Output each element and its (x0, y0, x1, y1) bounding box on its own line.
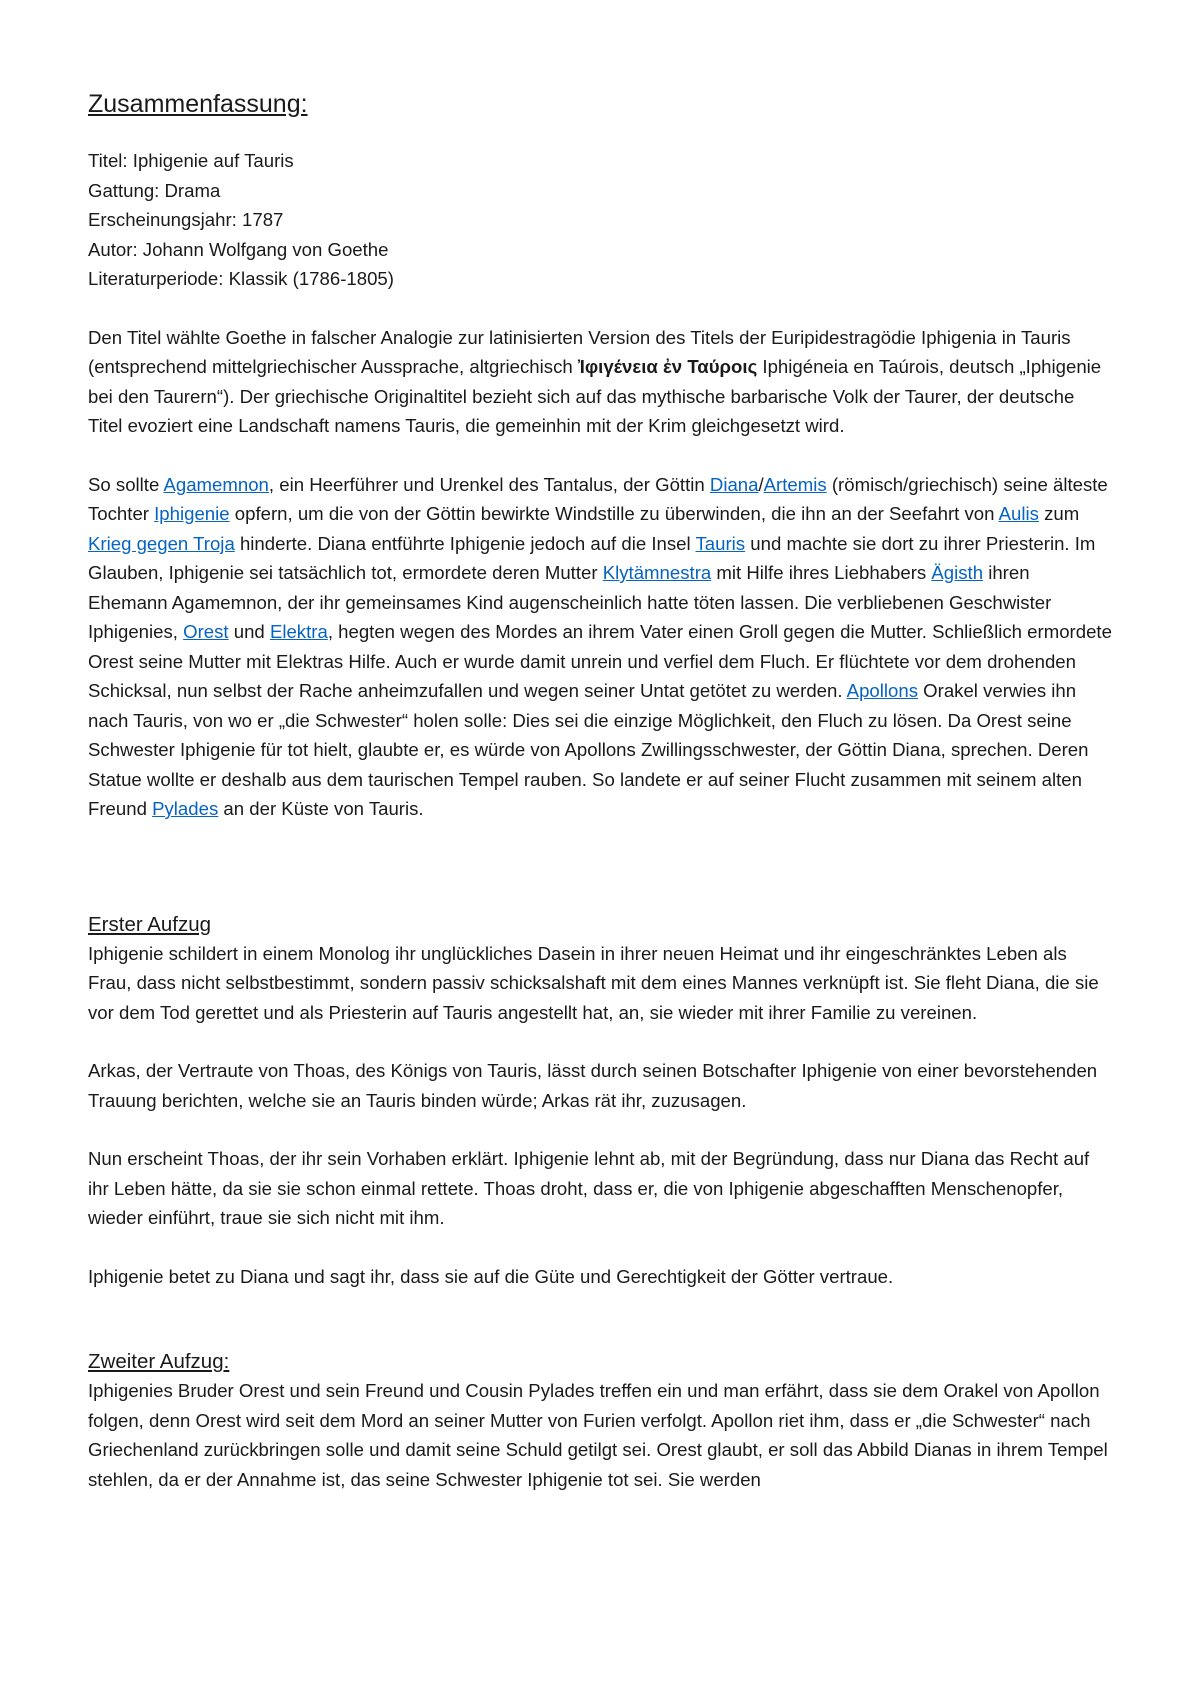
meta-label: Autor: (88, 238, 138, 260)
section-zweiter-aufzug (88, 1348, 1112, 1494)
text-run: hinderte. Diana entführte Iphigenie jedoch auf die Insel (234, 532, 696, 554)
section-paragraph: Iphigenie schildert in einem Monolog ihr unglückliches Dasein in ihrer neuen Heimat und ihr eingeschränktes Leben als Frau, dass nicht selbstbestimmt, sondern passiv schicksalshaft mit dem eines Mannes verknüpft ist. Sie fleht Diana, die sie vor dem Tod gerettet und als Priesterin auf Tauris angestellt hat, an, sie wieder mit ihrer Familie zu vereinen. (88, 942, 1099, 1023)
link-artemis[interactable]: Artemis (763, 473, 827, 495)
link-pylades[interactable]: Pylades (152, 798, 219, 819)
link-orest[interactable]: Orest (183, 621, 229, 642)
meta-value: 1787 (242, 209, 284, 230)
text-run: ihren Ehemann Agamemnon, der ihr gemeinsames Kind augenscheinlich hatte töten lassen. Die verbliebenen Geschwister Iphigenies, (88, 562, 1052, 642)
text-run: , hegten wegen des Mordes an ihrem Vater einen Groll gegen die Mutter. Schließlich ermordete Orest seine Mutter mit Elektras Hilfe. Auch er wurde damit unrein und verfiel dem Fluch. Er flüchtete vor dem drohenden Schicksal, nun selbst der Rache anheimzufallen und wegen seiner Untat getötet zu werden. (88, 621, 1112, 701)
text-run: Den Titel wählte Goethe in falscher Analogie zur latinisierten Version des Titels der Euripidestragödie Iphigenia in Tauris (entsprechend mittelgriechischer Aussprache, altgriechisch (88, 326, 1071, 377)
meta-block (88, 146, 1112, 294)
text-run: / (758, 473, 764, 495)
text-run: und machte sie dort zu ihrer Priesterin. Im Glauben, Iphigenie sei tatsächlich tot, ermordete deren Mutter (88, 532, 1096, 583)
text-run: (römisch/griechisch) seine älteste Tochter (88, 473, 1108, 524)
link-iphigenie[interactable]: Iphigenie (154, 503, 230, 524)
intro-paragraph-title (88, 323, 1112, 441)
text-run: Orakel verwies ihn nach Tauris, von wo er „die Schwester“ holen solle: Dies sei die einzige Möglichkeit, den Fluch zu lösen. Da Orest seine Schwester Iphigenie für tot hielt, glaubte er, es würde von Apollons Zwillingsschwester, der Göttin Diana, sprechen. Deren Statue wollte er deshalb aus dem taurischen Tempel rauben. So landete er auf seiner Flucht zusammen mit seinem alten Freund (88, 680, 1089, 819)
link-apollons[interactable]: Apollons (846, 680, 918, 701)
section-spacer (88, 853, 1112, 911)
text-run: an der Küste von Tauris. (218, 798, 424, 819)
section-paragraph: Iphigenies Bruder Orest und sein Freund und Cousin Pylades treffen ein und man erfährt, dass sie dem Orakel von Apollon folgen, denn Orest wird seit dem Mord an seiner Mutter von Furien verfolgt. Apollon riet ihm, dass er „die Schwester“ nach Griechenland zurückbringen solle und damit seine Schuld getilgt sei. Orest glaubt, er soll das Abbild Dianas in ihrem Tempel stehlen, da er der Annahme ist, das seine Schwester Iphigenie tot sei. Sie werden (88, 1380, 1108, 1490)
text-run: Iphigéneia en Taúrois, deutsch „Iphigenie bei den Taurern“). Der griechische Originaltitel bezieht sich auf das mythische barbarische Volk der Taurer, der deutsche Titel evoziert eine Landschaft namens Tauris, die gemeinhin mit der Krim gleichgesetzt wird. (88, 356, 1102, 436)
section-paragraph: Arkas, der Vertraute von Thoas, des Königs von Tauris, lässt durch seinen Botschafter Iphigenie von einer bevorstehenden Trauung berichten, welche sie an Tauris binden würde; Arkas rät ihr, zuzusagen. (88, 1060, 1098, 1111)
link-aegisth[interactable]: Ägisth (931, 562, 984, 583)
meta-label: Gattung: (88, 179, 160, 201)
greek-title: Ἰφιγένεια ἐν Ταύροις (577, 356, 758, 377)
link-diana[interactable]: Diana (709, 473, 759, 495)
meta-value: Drama (164, 179, 221, 201)
section-paragraph: Iphigenie betet zu Diana und sagt ihr, dass sie auf die Güte und Gerechtigkeit der Götter vertraue. (88, 1265, 894, 1287)
section-paragraph: Nun erscheint Thoas, der ihr sein Vorhaben erklärt. Iphigenie lehnt ab, mit der Begründung, dass nur Diana das Recht auf ihr Leben hätte, da sie sie schon einmal rettete. Thoas droht, dass er, die von Iphigenie abgeschafften Menschenopfer, wieder einführt, traue sie sich nicht mit ihm. (88, 1148, 1090, 1228)
text-run: opfern, um die von der Göttin bewirkte Windstille zu überwinden, die ihn an der Seefahrt von (229, 503, 999, 524)
meta-label: Titel: (88, 150, 128, 171)
link-krieg-gegen-troja[interactable]: Krieg gegen Troja (88, 532, 235, 554)
text-run: So sollte (88, 473, 164, 495)
meta-label: Erscheinungsjahr: (88, 209, 237, 230)
link-klytaemnestra[interactable]: Klytämnestra (602, 562, 712, 583)
intro-paragraph-myth (88, 470, 1112, 824)
link-tauris[interactable]: Tauris (695, 532, 746, 554)
link-aulis[interactable]: Aulis (998, 503, 1039, 524)
section-erster-aufzug (88, 911, 1112, 1292)
meta-year (88, 205, 1112, 235)
meta-author (88, 235, 1112, 265)
meta-label: Literaturperiode: (88, 268, 224, 289)
section-spacer (88, 1320, 1112, 1348)
meta-value: Klassik (1786-1805) (228, 268, 394, 289)
meta-period (88, 264, 1112, 294)
link-elektra[interactable]: Elektra (269, 621, 328, 642)
text-run: und (228, 621, 270, 642)
text-run: mit Hilfe ihres Liebhabers (711, 562, 932, 583)
document-title: Zusammenfassung: (88, 90, 308, 118)
section-heading: Erster Aufzug (88, 912, 212, 936)
meta-title (88, 146, 1112, 176)
meta-value: Iphigenie auf Tauris (132, 150, 294, 171)
text-run: , ein Heerführer und Urenkel des Tantalus, der Göttin (268, 473, 710, 495)
link-agamemnon[interactable]: Agamemnon (163, 473, 269, 495)
text-run: zum (1038, 503, 1080, 524)
meta-value: Johann Wolfgang von Goethe (142, 238, 389, 260)
section-heading: Zweiter Aufzug: (88, 1350, 230, 1373)
meta-genre (88, 176, 1112, 206)
